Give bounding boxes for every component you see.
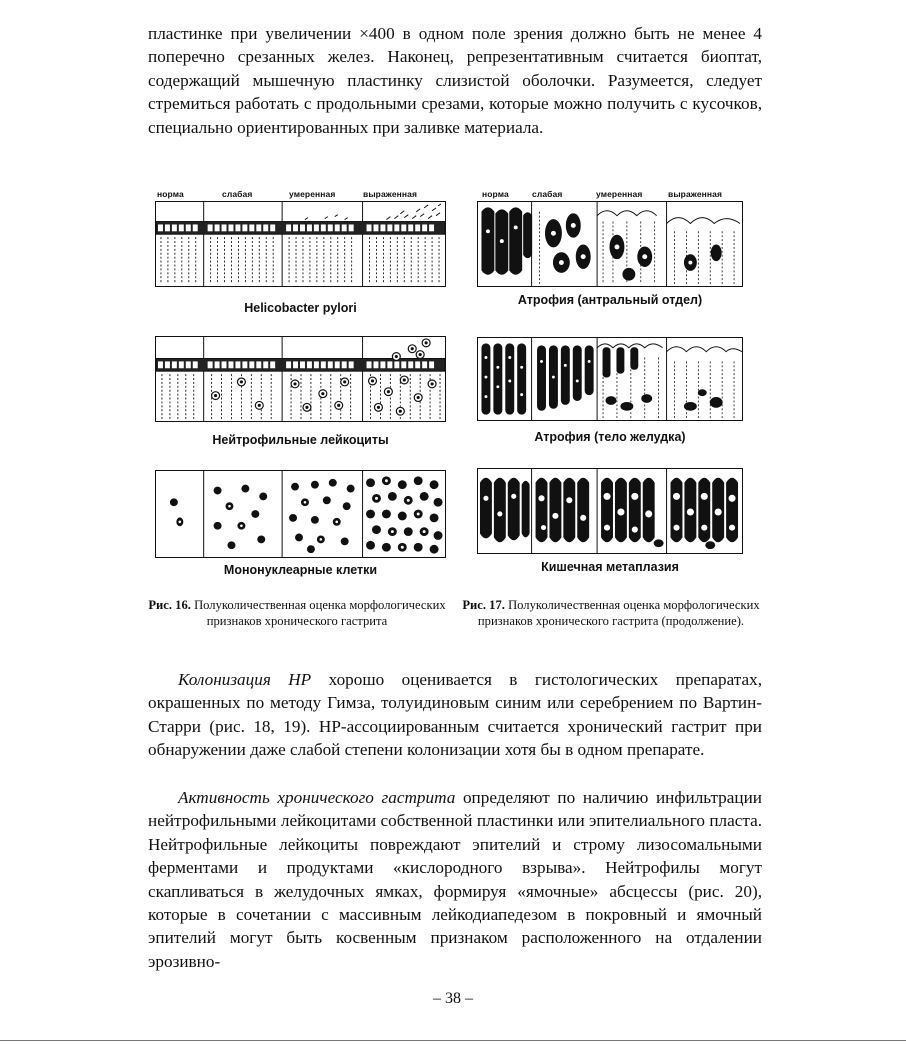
- scale-label: умеренная: [596, 189, 643, 199]
- mononuclear-panel-illustration: [155, 470, 446, 558]
- metaplasia-panel-illustration: [477, 468, 743, 554]
- figure-17-caption: [456, 597, 766, 629]
- neutrophil-panel-illustration: [155, 336, 446, 422]
- figure-16-caption-text: Полуколичественная оценка морфологических признаков хронического гастрита: [194, 598, 446, 628]
- paragraph-activity: [148, 786, 762, 973]
- metaplasia-panel-title: Кишечная метаплазия: [541, 560, 679, 574]
- atrophy-antral-panel-title: Атрофия (антральный отдел): [517, 293, 703, 307]
- page-bottom-edge: [0, 1040, 906, 1041]
- figure-16-caption: [142, 597, 452, 629]
- scale-label: слабая: [222, 189, 253, 199]
- mononuclear-panel-title: Мононуклеарные клетки: [223, 563, 378, 577]
- figure-17-caption-label: Рис. 17.: [462, 598, 505, 612]
- hp-panel-title: Helicobacter pylori: [244, 301, 357, 315]
- scale-label: норма: [157, 189, 184, 199]
- atrophy-body-panel-title: Атрофия (тело желудка): [534, 430, 686, 444]
- paragraph-activity-lead: Активность хронического гастрита: [178, 788, 456, 807]
- scale-label: выраженная: [363, 189, 418, 199]
- figure-17-caption-text: Полуколичественная оценка морфологических признаков хронического гастрита (продолжение).: [477, 598, 760, 628]
- figure-16-caption-label: Рис. 16.: [148, 598, 191, 612]
- paragraph-colonization-text: хорошо оценивается в гистологических препаратах, окрашенных по методу Гимза, толуидиновым синим или серебрением по Вартин-Старри (рис. 18, 19). НР-ассоциированным считается хронический гастрит при обнаружении даже слабой степени колонизации хотя бы в одном препарате.: [148, 670, 762, 760]
- page-number: – 38 –: [433, 990, 473, 1007]
- hp-panel-illustration: [155, 201, 446, 287]
- page-number-value: 38: [445, 990, 461, 1007]
- scale-label: норма: [482, 189, 509, 199]
- scale-label: слабая: [532, 189, 563, 199]
- neutrophil-panel-title: Нейтрофильные лейкоциты: [212, 433, 389, 447]
- scale-label: выраженная: [668, 189, 723, 199]
- atrophy-body-panel-illustration: [477, 337, 743, 421]
- paragraph-colonization-lead: Колонизация НР: [178, 670, 312, 689]
- atrophy-antral-panel-illustration: [477, 201, 743, 287]
- top-paragraph: пластинке при увеличении ×400 в одном поле зрения должно быть не менее 4 поперечно срезанных желез. Наконец, репрезентативным считается биоптат, содержащий мышечную пластинку слизистой оболочки. Разумеется, следует стремиться работать с продольными срезами, которые можно получить с кусочков, специально ориентированных при заливке материала.: [148, 24, 762, 137]
- paragraph-colonization: [148, 668, 762, 762]
- paragraph-activity-text: определяют по наличию инфильтрации нейтрофильными лейкоцитами собственной пластинки или эпителиального пласта. Нейтрофильные лейкоциты повреждают эпителий и строму лизосомальными ферментами и продуктами «кислородного взрыва». Нейтрофилы могут скапливаться в желудочных ямках, формируя «ямочные» абсцессы (рис. 20), которые в сочетании с массивным лейкодиапедезом в покровный и ямочный эпителий могут быть косвенным признаком расположенного на отдалении эрозивно-: [148, 788, 762, 971]
- scale-label: умеренная: [289, 189, 336, 199]
